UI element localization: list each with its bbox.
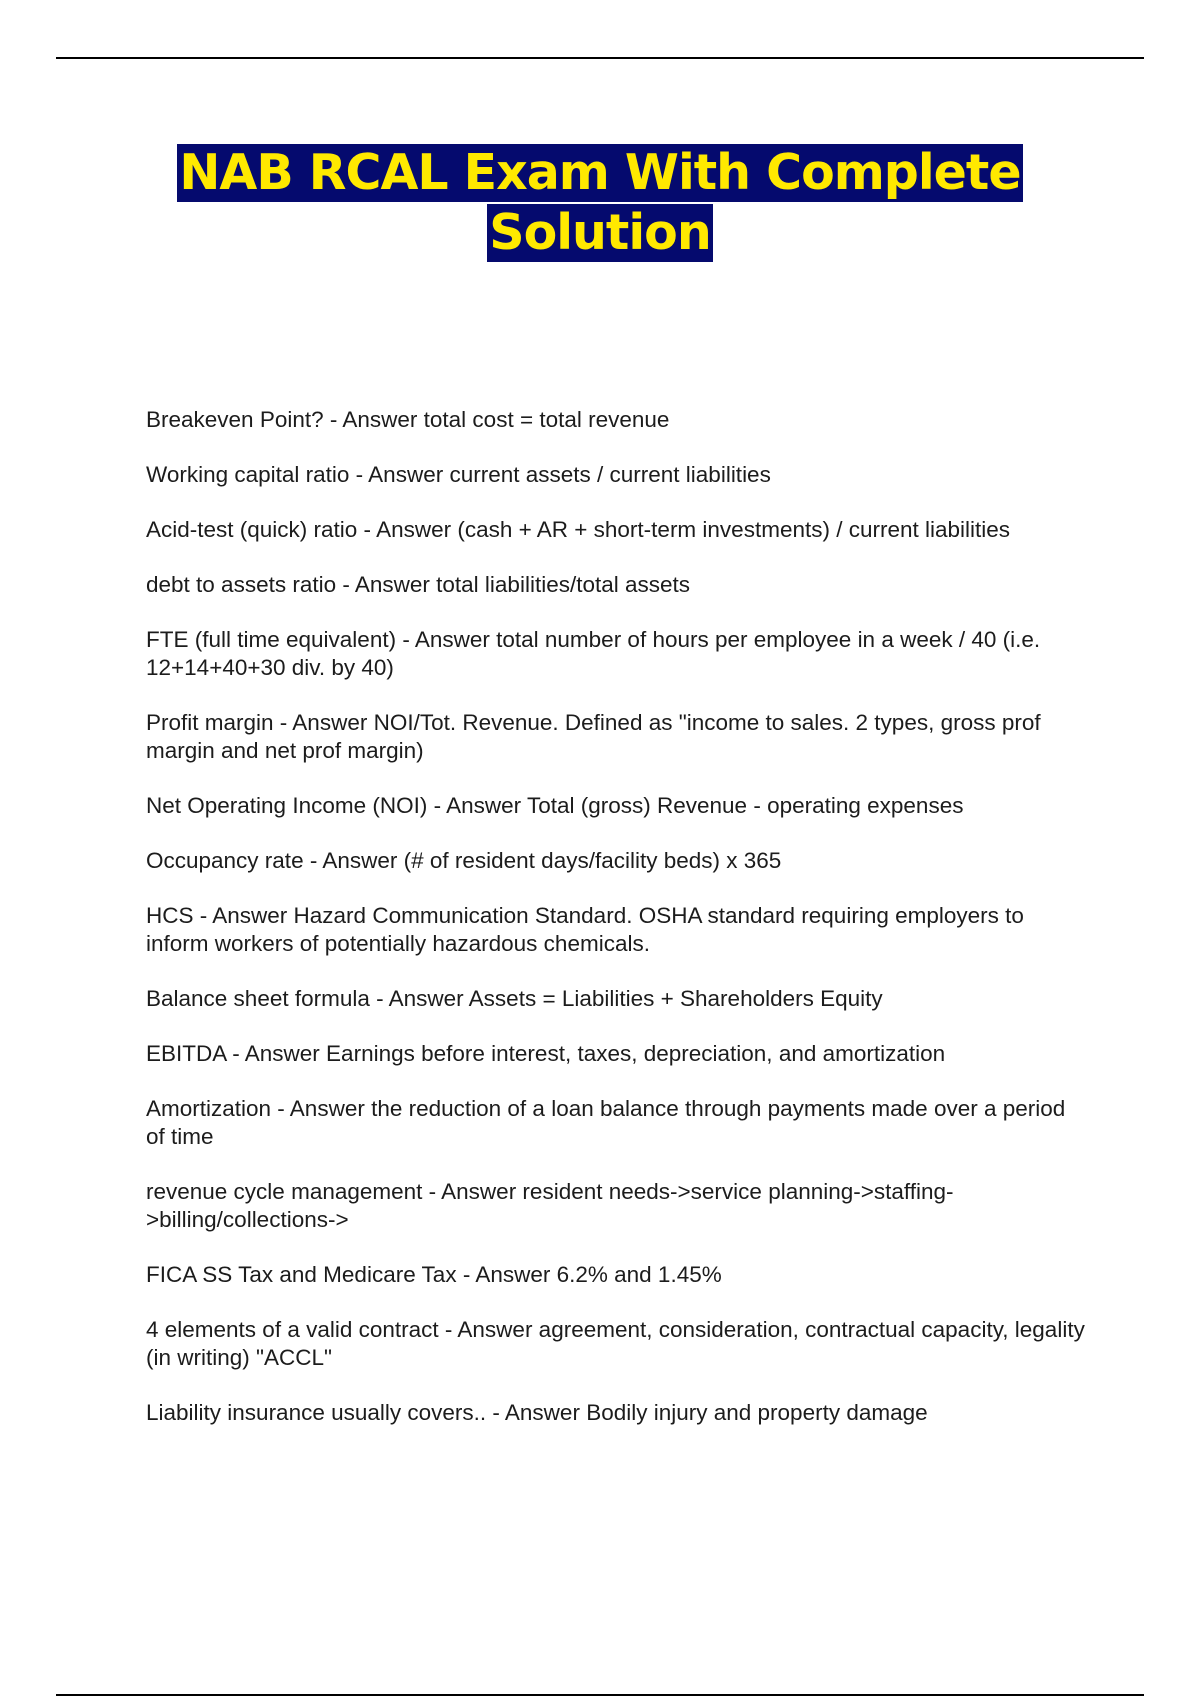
qa-item: Working capital ratio - Answer current assets / current liabilities bbox=[146, 462, 771, 487]
qa-item: Net Operating Income (NOI) - Answer Total (gross) Revenue - operating expenses bbox=[146, 793, 964, 818]
qa-item: Occupancy rate - Answer (# of resident days/facility beds) x 365 bbox=[146, 848, 782, 873]
qa-item: Profit margin - Answer NOI/Tot. Revenue. Defined as "income to sales. 2 types, gross prof margin and net prof margin) bbox=[146, 710, 1041, 763]
qa-item: debt to assets ratio - Answer total liabilities/total assets bbox=[146, 572, 691, 597]
qa-list bbox=[146, 406, 1086, 1454]
qa-item: FTE (full time equivalent) - Answer total number of hours per employee in a week / 40 (i.e. 12+14+40+30 div. by 40) bbox=[146, 627, 1041, 680]
qa-item: Balance sheet formula - Answer Assets = Liabilities + Shareholders Equity bbox=[146, 986, 883, 1011]
title-line-2: Solution bbox=[489, 204, 711, 261]
qa-item: FICA SS Tax and Medicare Tax - Answer 6.2% and 1.45% bbox=[146, 1262, 722, 1287]
bottom-rule bbox=[56, 1694, 1144, 1696]
qa-item: HCS - Answer Hazard Communication Standard. OSHA standard requiring employers to inform workers of potentially hazardous chemicals. bbox=[146, 903, 1024, 956]
top-rule bbox=[56, 57, 1144, 59]
qa-item: Acid-test (quick) ratio - Answer (cash + AR + short-term investments) / current liabilities bbox=[146, 517, 1011, 542]
qa-item: Liability insurance usually covers.. - Answer Bodily injury and property damage bbox=[146, 1400, 928, 1425]
title-line-1: NAB RCAL Exam With Complete bbox=[179, 144, 1021, 201]
qa-item: revenue cycle management - Answer resident needs->service planning->staffing->billing/collections-> bbox=[146, 1179, 954, 1232]
document-title bbox=[0, 144, 1200, 264]
qa-item: Amortization - Answer the reduction of a loan balance through payments made over a period of time bbox=[146, 1096, 1066, 1149]
qa-item: EBITDA - Answer Earnings before interest, taxes, depreciation, and amortization bbox=[146, 1041, 946, 1066]
qa-item: 4 elements of a valid contract - Answer agreement, consideration, contractual capacity, legality (in writing) "ACCL" bbox=[146, 1317, 1085, 1370]
qa-item: Breakeven Point? - Answer total cost = total revenue bbox=[146, 407, 670, 432]
